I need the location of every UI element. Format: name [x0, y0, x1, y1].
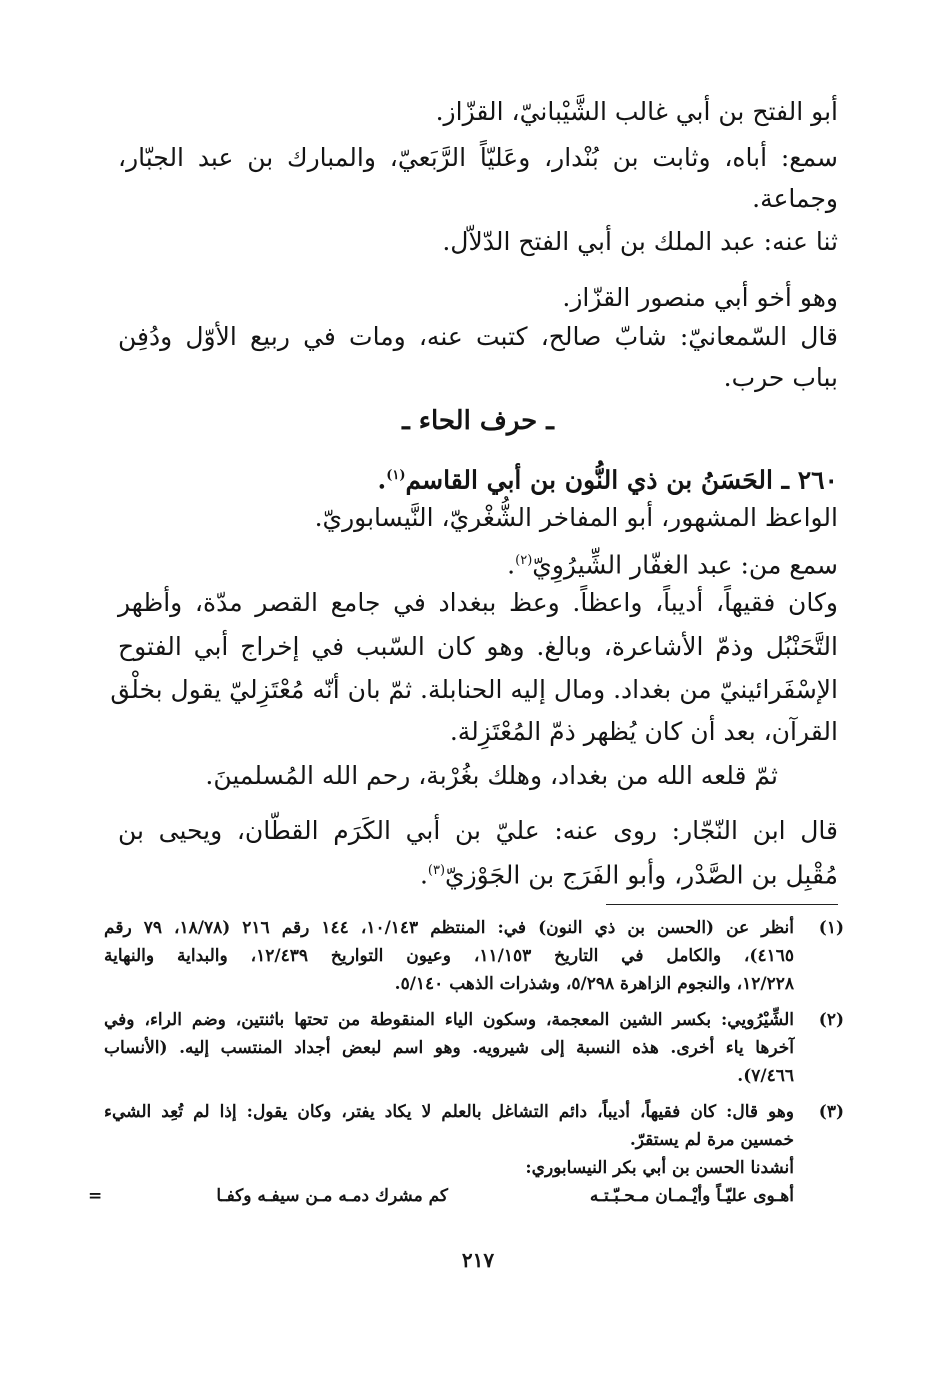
body-line: أبو الفتح بن أبي غالب الشَّيْبانيّ، القزّاز. — [435, 97, 838, 126]
body-line: قال ابن النّجّار: روى عنه: عليّ بن أبي الكَرَم القطّان، ويحيى بن — [118, 816, 838, 845]
page-number: ٢١٧ — [461, 1248, 495, 1272]
footnote-ref: (١) — [386, 468, 406, 483]
verse-hemistich-first: أهـوى عليّـاً وأيْـمـان مـحـبّـتـه — [589, 1186, 794, 1206]
book-page — [88, 88, 844, 1308]
footnote-separator — [606, 904, 838, 905]
footnote-line: ١٢/٢٢٨، والنجوم الزاهرة ٥/٢٩٨، وشذرات الذهب ٥/١٤٠. — [394, 974, 794, 994]
body-line-end: . — [419, 860, 428, 890]
body-line: وجماعة. — [752, 184, 838, 213]
body-line: التَّحَنْبُل وذمّ الأشاعرة، وبالغ. وهو كان السّبب في إخراج أبي الفتوح — [118, 632, 838, 661]
entry-title-text: ٢٦٠ ـ الحَسَنُ بن ذي النُّون بن أبي القاسم — [405, 465, 838, 495]
footnote-line: الشِّيْرُويي: بكسر الشين المعجمة، وسكون الياء المنقوطة من تحتها باثنتين، وضم الراء، وفي — [104, 1010, 794, 1030]
body-line: قال السّمعانيّ: شابّ صالح، كتبت عنه، ومات في ربيع الأوّل ودُفِن — [118, 322, 838, 351]
body-line: بباب حرب. — [723, 363, 838, 392]
body-line: القرآن، بعد أن كان يُظهر ذمّ المُعْتَزِلة. — [449, 717, 838, 746]
entry-title — [377, 458, 838, 498]
body-line-text: مُقْبِل بن الصَّدْر، وأبو الفَرَج بن الجَوْزيّ — [445, 860, 838, 890]
body-line: سمع: أباه، وثابت بن بُنْدار، وعَليّاً الرَّبَعيّ، والمبارك بن عبد الجبّار، — [118, 143, 838, 172]
footnote-line: أنشدنا الحسن بن أبي بكر النيسابوري: — [525, 1158, 794, 1178]
body-line: الواعظ المشهور، أبو المفاخر الشُّغْريّ، النَّيسابوريّ. — [314, 503, 838, 532]
section-heading: ـ حرف الحاء ـ — [402, 406, 554, 436]
footnote-number: (٣) — [818, 1102, 844, 1122]
footnote-line: آخرها ياء أخرى. هذه النسبة إلى شيرويه. وهو اسم لبعض أجداد المنتسب إليه. (الأنساب — [104, 1038, 794, 1058]
body-line-end: . — [507, 550, 516, 580]
body-line: وهو أخو أبي منصور القزّاز. — [562, 283, 838, 312]
footnote-line: خمسين مرة لم يستقرّ. — [629, 1130, 794, 1150]
footnote-line: أنظر عن (الحسن بن ذي النون) في: المنتظم ١٠/١٤٣، ١٤٤ رقم ٢١٦ (١٨/٧٨، ٧٩ رقم — [104, 918, 794, 938]
footnote-line: ٧/٤٦٦). — [737, 1066, 794, 1086]
footnote-ref: (٣) — [427, 863, 446, 878]
body-line — [420, 853, 838, 893]
body-line-text: سمع من: عبد الغفّار الشِّيرُوِيّ — [532, 550, 838, 580]
footnote-number: (١) — [818, 918, 844, 938]
body-line: ثمّ قلعه الله من بغداد، وهلك بغُرْبة، رحم الله المُسلمينَ. — [205, 761, 778, 790]
footnote-number: (٢) — [818, 1010, 844, 1030]
footnote-line: وهو قال: كان فقيهاً، أديباً، دائم التشاغل بالعلم لا يكاد يفتر، وكان يقول: إذا لم تُعِد الشيء — [104, 1102, 794, 1122]
entry-title-end: . — [377, 465, 387, 495]
footnote-line: ٤١٦٥)، والكامل في التاريخ ١١/١٥٣، وعيون التواريخ ١٢/٤٣٩، والبداية والنهاية — [104, 946, 794, 966]
footnote-ref: (٢) — [515, 553, 533, 568]
body-line — [507, 543, 838, 583]
verse-hemistich-second: كم مشرك دمـه مـن سيفـه وكفـا — [216, 1186, 448, 1206]
continuation-mark: = — [88, 1186, 103, 1206]
body-line: الإسْفَرائينيّ من بغداد. ومال إليه الحنابلة. ثمّ بان أنّه مُعْتَزِليّ يقول بخلْق — [110, 675, 838, 704]
body-line: وكان فقيهاً، أديباً، واعظاً. وعظ ببغداد في جامع القصر مدّة، وأظهر — [118, 588, 838, 617]
body-line: ثنا عنه: عبد الملك بن أبي الفتح الدّلاّل. — [442, 227, 838, 256]
